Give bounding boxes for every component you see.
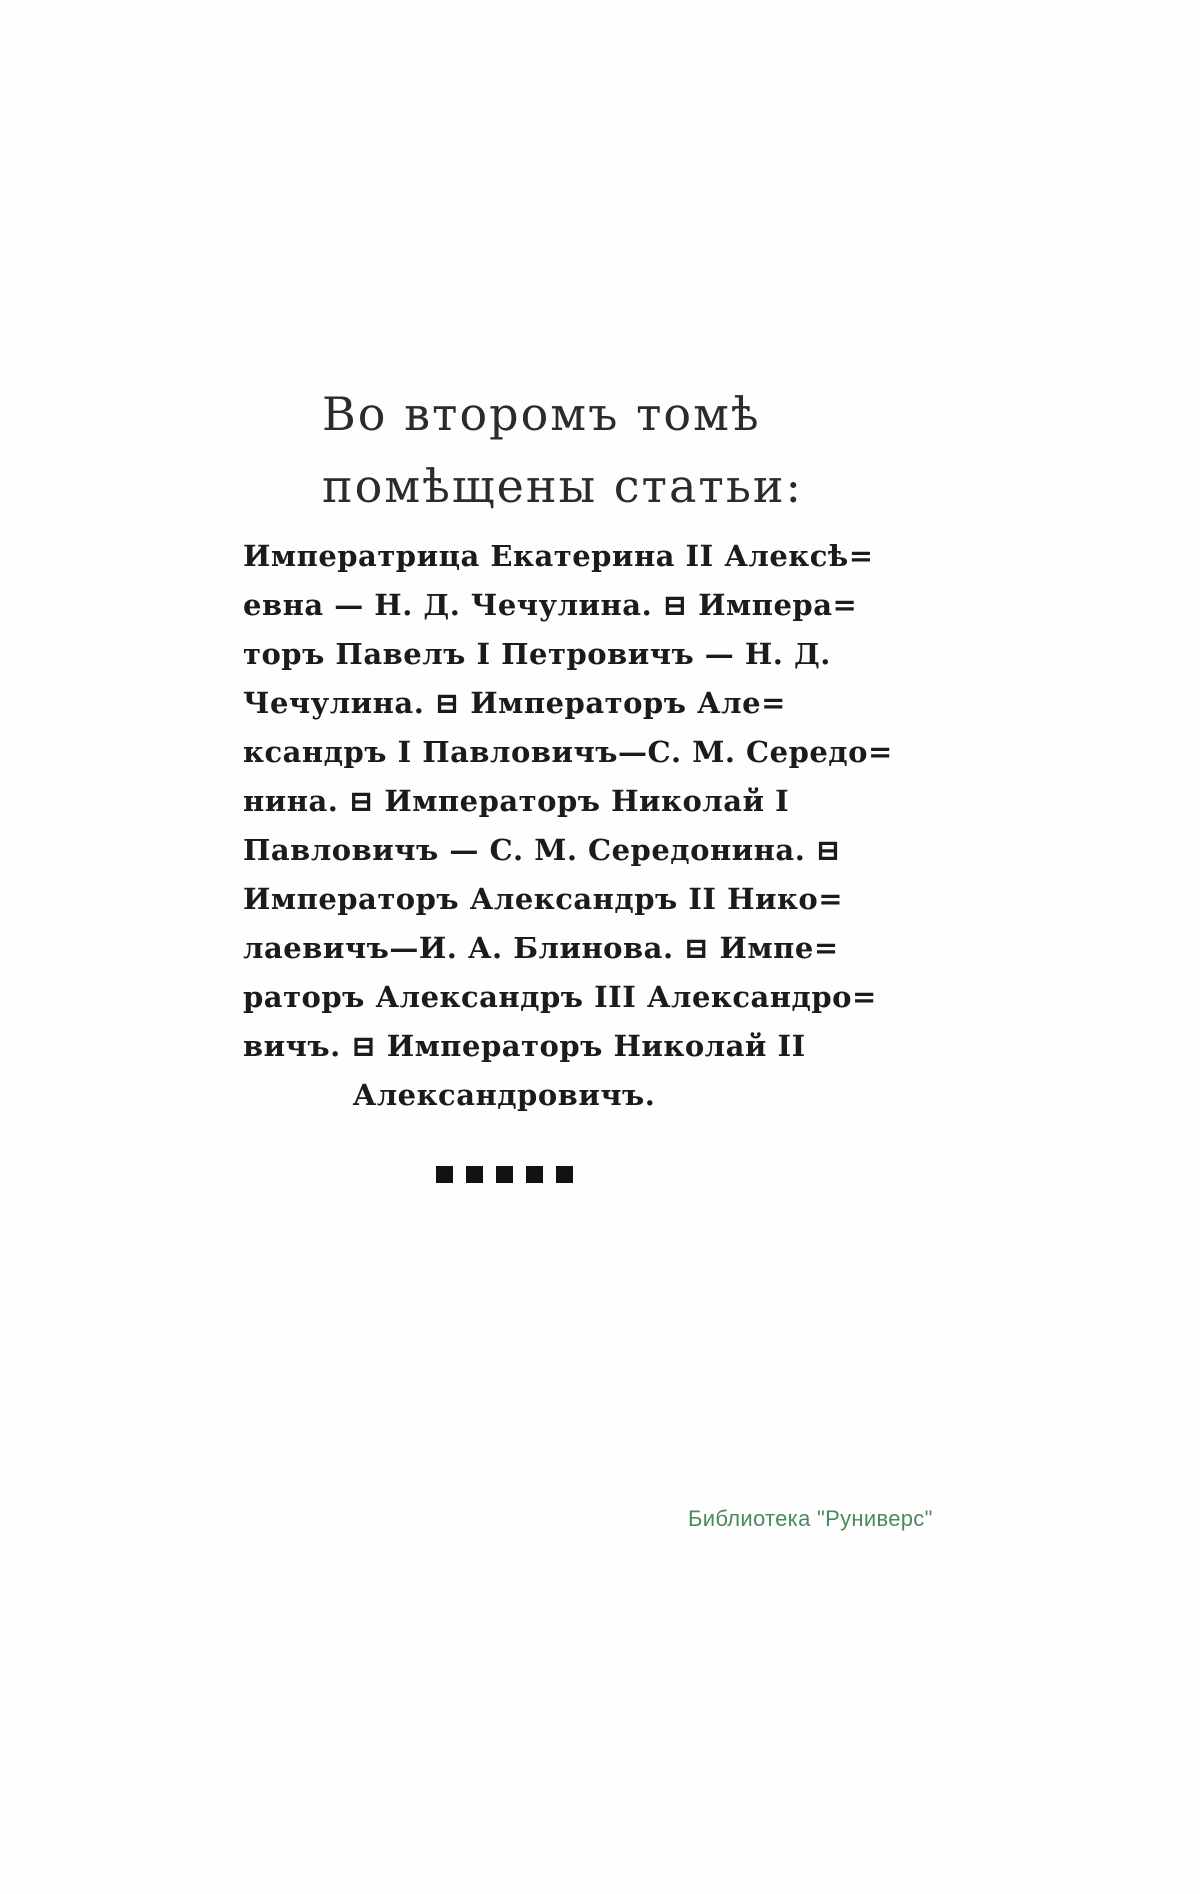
title-line: помѣщены статьи: — [322, 459, 804, 513]
article-line: торъ Павелъ I Петровичъ — Н. Д. — [243, 637, 831, 671]
decorative-square — [556, 1166, 573, 1183]
article-line: Александровичъ. — [352, 1078, 656, 1112]
article-line: Императрица Екатерина II Алексѣ= — [243, 539, 874, 573]
article-line: лаевичъ—И. А. Блинова. ⊟ Импе= — [243, 931, 839, 965]
decoration-squares — [243, 1166, 765, 1183]
article-line: вичъ. ⊟ Императоръ Николай II — [243, 1029, 806, 1063]
page-title — [322, 378, 803, 522]
decorative-square — [526, 1166, 543, 1183]
title-line: Во второмъ томѣ — [322, 387, 761, 441]
article-line: раторъ Александръ III Александро= — [243, 980, 877, 1014]
article-line: Павловичъ — С. М. Середонина. ⊟ — [243, 833, 841, 867]
decorative-square — [436, 1166, 453, 1183]
decorative-square — [466, 1166, 483, 1183]
article-list — [243, 532, 893, 1120]
article-line: евна — Н. Д. Чечулина. ⊟ Импера= — [243, 588, 858, 622]
decorative-square — [496, 1166, 513, 1183]
article-line: нина. ⊟ Императоръ Николай I — [243, 784, 790, 818]
watermark: Библиотека "Руниверс" — [688, 1506, 933, 1531]
article-line: Чечулина. ⊟ Императоръ Але= — [243, 686, 786, 720]
article-line: ксандръ I Павловичъ—С. М. Середо= — [243, 735, 893, 769]
article-line: Императоръ Александръ II Нико= — [243, 882, 844, 916]
